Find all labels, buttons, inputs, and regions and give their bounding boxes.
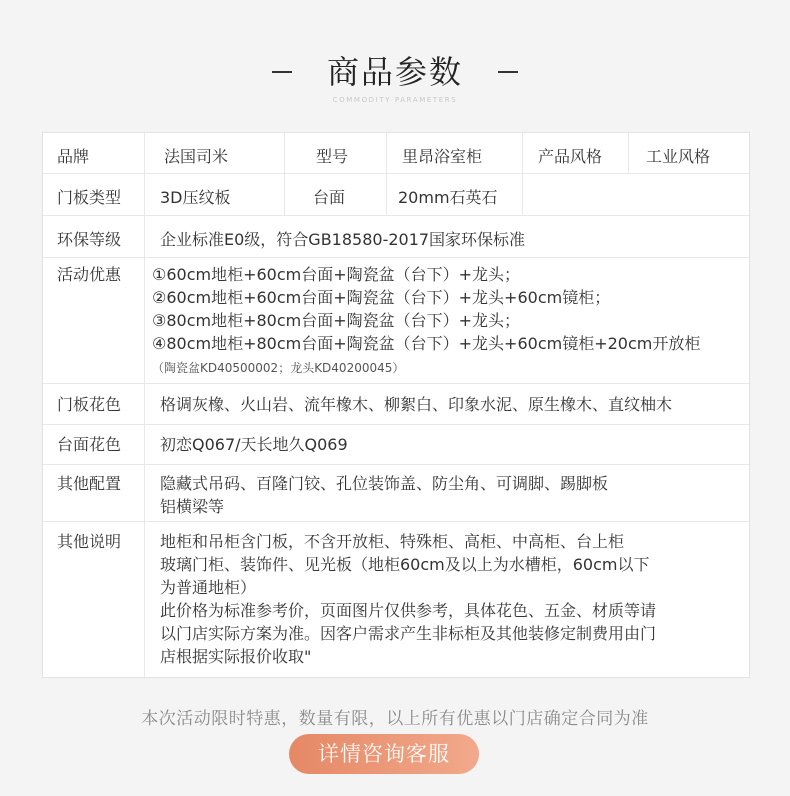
other-note-line: 为普通地柜） bbox=[160, 578, 257, 597]
other-config-line: 铝横梁等 bbox=[160, 497, 225, 516]
promo-disclaimer: 本次活动限时特惠，数量有限，以上所有优惠以门店确定合同为准 bbox=[141, 709, 649, 729]
col-divider bbox=[144, 133, 145, 679]
style-label: 产品风格 bbox=[538, 147, 603, 166]
promo-line: ④80cm地柜+80cm台面+陶瓷盆（台下）+龙头+60cm镜柜+20cm开放柜 bbox=[152, 334, 701, 353]
page-header bbox=[0, 46, 790, 106]
title-row bbox=[0, 52, 790, 92]
style-value: 工业风格 bbox=[646, 147, 711, 166]
countertop-label: 台面 bbox=[313, 188, 346, 207]
contact-service-button[interactable]: 详情咨询客服 bbox=[289, 734, 479, 774]
model-label: 型号 bbox=[316, 147, 349, 166]
eco-value: 企业标准E0级，符合GB18580-2017国家环保标准 bbox=[160, 230, 526, 249]
row-divider bbox=[43, 521, 749, 522]
other-config-label: 其他配置 bbox=[57, 474, 122, 493]
col-divider bbox=[522, 133, 523, 215]
door-color-label: 门板花色 bbox=[57, 395, 122, 414]
title-dash-right bbox=[498, 71, 518, 73]
title-dash-left bbox=[272, 71, 292, 73]
door-type-value: 3D压纹板 bbox=[160, 188, 231, 207]
row-divider bbox=[43, 215, 749, 216]
promo-note: （陶瓷盆KD40500002；龙头KD40200045） bbox=[152, 361, 405, 375]
promo-line: ②60cm地柜+60cm台面+陶瓷盆（台下）+龙头+60cm镜柜； bbox=[152, 288, 611, 307]
row-divider bbox=[43, 173, 749, 174]
counter-color-label: 台面花色 bbox=[57, 435, 122, 454]
model-value: 里昂浴室柜 bbox=[402, 147, 483, 166]
door-type-label: 门板类型 bbox=[57, 188, 122, 207]
eco-label: 环保等级 bbox=[57, 230, 122, 249]
other-note-line: 店根据实际报价收取" bbox=[160, 647, 312, 666]
params-table bbox=[42, 132, 750, 678]
other-note-line: 地柜和吊柜含门板，不含开放柜、特殊柜、高柜、中高柜、台上柜 bbox=[160, 532, 625, 551]
other-note-line: 此价格为标准参考价，页面图片仅供参考，具体花色、五金、材质等请 bbox=[160, 601, 657, 620]
brand-label: 品牌 bbox=[57, 147, 90, 166]
other-note-line: 玻璃门柜、装饰件、见光板（地柜60cm及以上为水槽柜，60cm以下 bbox=[160, 555, 650, 574]
countertop-value: 20mm石英石 bbox=[398, 188, 498, 207]
page-title: 商品参数 bbox=[326, 53, 463, 91]
page-subtitle: COMMODITY PARAMETERS bbox=[332, 96, 458, 104]
promo-line: ①60cm地柜+60cm台面+陶瓷盆（台下）+龙头； bbox=[152, 265, 521, 284]
row-divider bbox=[43, 383, 749, 384]
door-color-value: 格调灰橡、火山岩、流年橡木、柳絮白、印象水泥、原生橡木、直纹柚木 bbox=[160, 395, 673, 414]
row-divider bbox=[43, 464, 749, 465]
promo-line: ③80cm地柜+80cm台面+陶瓷盆（台下）+龙头； bbox=[152, 311, 521, 330]
brand-value: 法国司米 bbox=[164, 147, 229, 166]
other-note-label: 其他说明 bbox=[57, 532, 122, 551]
row-divider bbox=[43, 257, 749, 258]
col-divider bbox=[628, 133, 629, 173]
counter-color-value: 初恋Q067/天长地久Q069 bbox=[160, 435, 348, 454]
row-divider bbox=[43, 424, 749, 425]
promo-label: 活动优惠 bbox=[57, 265, 122, 284]
other-config-line: 隐藏式吊码、百隆门铰、孔位装饰盖、防尘角、可调脚、踢脚板 bbox=[160, 474, 609, 493]
col-divider bbox=[386, 133, 387, 215]
col-divider bbox=[284, 133, 285, 215]
other-note-line: 以门店实际方案为准。因客户需求产生非标柜及其他装修定制费用由门 bbox=[160, 624, 657, 643]
